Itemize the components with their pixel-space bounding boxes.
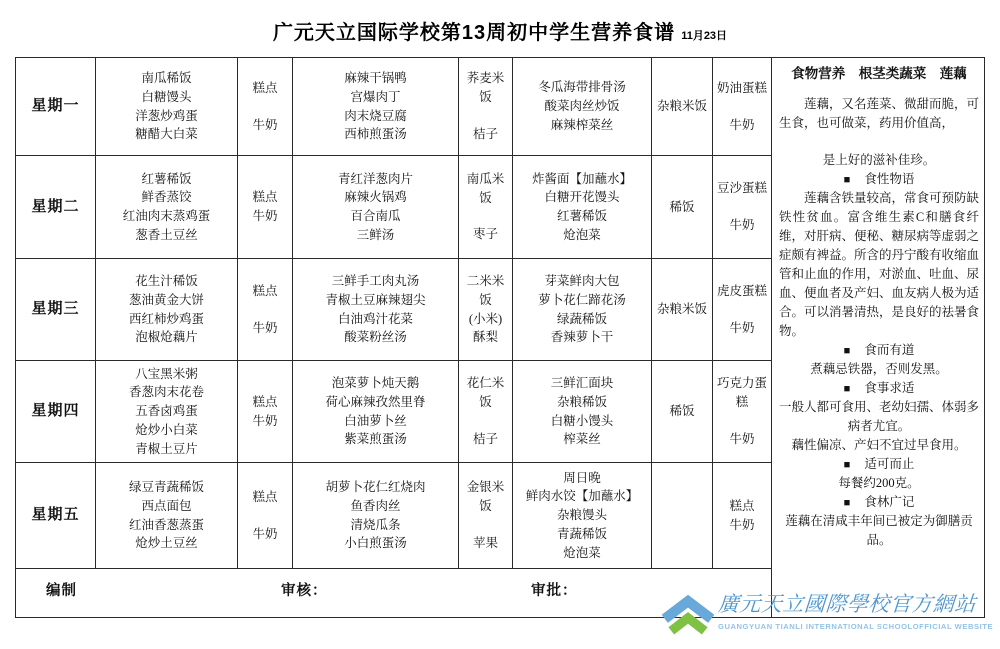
menu-line: 香葱肉末花卷	[128, 385, 204, 400]
menu-line: 洋葱炒鸡蛋	[135, 108, 198, 123]
menu-line: 南瓜米饭	[466, 171, 505, 205]
menu-line: 麻辣火锅鸡	[344, 190, 407, 205]
page-title-text: 广元天立国际学校第13周初中学生营养食谱	[272, 22, 676, 44]
menu-line: 豆沙蛋糕	[716, 181, 767, 196]
menu-line: 红薯稀饭	[556, 209, 607, 223]
panel-paragraph: 煮藕忌铁器，否则发黑。	[810, 361, 948, 376]
menu-line	[462, 107, 509, 125]
reviewed-label: 审核：	[281, 583, 328, 599]
monday-lunch-staple-cell	[459, 58, 513, 156]
menu-line: 稀饭	[669, 404, 695, 419]
menu-line: 西点面包	[141, 498, 192, 513]
bullet-square-icon: ■	[843, 382, 851, 395]
menu-line	[462, 207, 509, 225]
wednesday-lunch-cell	[293, 259, 459, 361]
thursday-morning-snack-cell	[238, 361, 293, 463]
menu-line: 牛奶	[729, 517, 755, 532]
bullet-square-icon: ■	[843, 173, 851, 186]
menu-line: 二米米饭	[466, 274, 505, 307]
menu-line: 糕点	[729, 498, 755, 513]
menu-line: 香辣萝卜干	[550, 330, 614, 345]
menu-line: 酸菜肉丝炒饭	[544, 99, 620, 114]
friday-evening-snack-cell	[713, 463, 772, 569]
thursday-breakfast-cell	[96, 361, 238, 463]
menu-line: 紫菜煎蛋汤	[344, 432, 407, 447]
monday-dinner-cell	[513, 58, 652, 156]
menu-line	[716, 300, 768, 318]
panel-paragraph: 是上好的滋补佳珍。	[822, 152, 936, 167]
menu-line: 糕点	[252, 80, 278, 95]
menu-line: 三鲜汇面块	[550, 376, 614, 390]
bullet-square-icon: ■	[843, 496, 851, 509]
menu-line	[462, 516, 509, 534]
menu-line: 花生汁稀饭	[135, 274, 198, 288]
day-label-friday: 星期五	[16, 463, 96, 569]
menu-line: 酥梨	[472, 330, 498, 345]
menu-line	[241, 300, 289, 318]
panel-paragraph: 藕性偏凉、产妇不宜过早食用。	[791, 437, 967, 452]
menu-line: 炝泡菜	[563, 227, 601, 242]
menu-line: 葱油黄金大饼	[128, 292, 204, 307]
tuesday-dinner-staple-cell	[652, 156, 713, 259]
panel-section-heading: ■ 食而有道	[843, 342, 915, 357]
menu-line: 炝炒土豆丝	[135, 536, 198, 551]
tuesday-morning-snack-cell	[238, 156, 293, 259]
menu-line: 白糖小馒头	[550, 413, 614, 428]
menu-line: 绿蔬稀饭	[556, 311, 607, 326]
day-label-monday: 星期一	[16, 58, 96, 156]
friday-morning-snack-cell	[238, 463, 293, 569]
menu-line: 枣子	[472, 227, 498, 242]
thursday-lunch-cell	[293, 361, 459, 463]
menu-line: 牛奶	[729, 320, 755, 335]
thursday-evening-snack-cell	[713, 361, 772, 463]
wednesday-dinner-staple-cell	[652, 259, 713, 361]
menu-line	[462, 412, 509, 430]
menu-line: 糕点	[252, 190, 278, 205]
approved-label: 审批：	[531, 583, 578, 599]
panel-section-heading: ■ 食性物语	[843, 171, 915, 186]
tuesday-lunch-cell	[293, 156, 459, 259]
menu-line: 西柿煎蛋汤	[344, 127, 407, 142]
panel-section-heading: ■ 食事求适	[843, 380, 915, 395]
menu-line: 鱼香肉丝	[350, 498, 401, 513]
monday-evening-snack-cell	[713, 58, 772, 156]
menu-line: 泡椒炝藕片	[135, 330, 198, 345]
panel-paragraph: 莲藕含铁量较高，常食可预防缺铁性贫血。富含维生素C和膳食纤维，对肝病、便秘、糖尿病等虚弱之症颇有裨益。所含的丹宁酸有收缩血管和止血的作用，对淤血、吐血、尿血、便血者及产妇、血友病人极为适合。可以消暑清热，是良好的祛暑食物。	[779, 190, 980, 338]
menu-line: 西红柿炒鸡蛋	[128, 311, 204, 326]
page-title	[0, 16, 1000, 45]
friday-lunch-staple-cell	[459, 463, 513, 569]
menu-line: 杂粮稀饭	[556, 394, 607, 409]
menu-line: 红油肉末蒸鸡蛋	[122, 209, 211, 223]
menu-line: 小白煎蛋汤	[344, 536, 407, 551]
menu-line: 苹果	[472, 535, 498, 550]
menu-line	[716, 412, 768, 430]
menu-line: 鲜香蒸饺	[141, 190, 192, 205]
menu-line: 糕点	[252, 394, 278, 409]
friday-dinner-staple-cell	[652, 463, 713, 569]
friday-dinner-cell	[513, 463, 652, 569]
menu-line: 榨菜丝	[563, 432, 601, 447]
menu-line: 牛奶	[729, 218, 755, 233]
bullet-square-icon: ■	[843, 344, 851, 357]
menu-line: 杂粮米饭	[656, 302, 707, 317]
panel-section-heading: ■ 食林广记	[843, 494, 915, 509]
menu-line: 桔子	[472, 126, 498, 141]
menu-line	[716, 198, 768, 216]
panel-paragraph: 莲藕在清咸丰年间已被定为御膳贡品。	[785, 513, 973, 547]
watermark-english-text: GUANGYUAN TIANLI INTERNATIONAL SCHOOLOFFICIAL WEBSITE	[718, 622, 994, 631]
thursday-dinner-cell	[513, 361, 652, 463]
panel-body	[779, 95, 979, 550]
menu-line: 八宝黑米粥	[135, 366, 198, 381]
menu-line: 三鲜汤	[356, 227, 395, 242]
menu-line: 冬瓜海带排骨汤	[538, 80, 626, 95]
menu-line: 肉末烧豆腐	[344, 108, 407, 123]
panel-section-heading: ■ 适可而止	[843, 456, 915, 471]
menu-line: 青椒土豆片	[135, 441, 198, 456]
monday-breakfast-cell	[96, 58, 238, 156]
menu-line	[241, 506, 289, 524]
menu-line: 白糖开花馒头	[544, 190, 620, 205]
menu-line: 牛奶	[252, 526, 278, 541]
menu-line: 酸菜粉丝汤	[344, 330, 407, 345]
admin-row	[16, 569, 772, 617]
menu-line: 糖醋大白菜	[135, 127, 198, 142]
menu-line: 麻辣干锅鸭	[344, 71, 407, 85]
menu-line: 糕点	[252, 283, 278, 298]
tuesday-dinner-cell	[513, 156, 652, 259]
menu-line: 白油鸡汁花菜	[337, 311, 413, 326]
monday-lunch-cell	[293, 58, 459, 156]
nutrition-info-panel	[772, 58, 986, 617]
menu-line: 牛奶	[729, 117, 755, 132]
menu-line: 荞麦米饭	[466, 71, 505, 105]
menu-line: 牛奶	[252, 117, 278, 132]
page-title-date: 11月23日	[681, 30, 728, 42]
menu-line: 萝卜花仁蹄花汤	[538, 292, 626, 307]
tuesday-lunch-staple-cell	[459, 156, 513, 259]
menu-table	[15, 57, 985, 618]
menu-line: (小米)	[468, 311, 503, 326]
menu-line: 金银米饭	[466, 480, 505, 514]
monday-morning-snack-cell	[238, 58, 293, 156]
menu-line: 葱香土豆丝	[135, 227, 198, 242]
tuesday-breakfast-cell	[96, 156, 238, 259]
tuesday-evening-snack-cell	[713, 156, 772, 259]
wednesday-dinner-cell	[513, 259, 652, 361]
wednesday-lunch-staple-cell	[459, 259, 513, 361]
menu-line	[716, 97, 768, 115]
menu-line: 泡菜萝卜炖天鹅	[331, 376, 420, 390]
thursday-lunch-staple-cell	[459, 361, 513, 463]
menu-line: 鲜肉水饺【加蘸水】	[525, 489, 639, 504]
menu-line: 南瓜稀饭	[141, 71, 192, 85]
menu-line	[241, 97, 289, 115]
menu-line: 百合南瓜	[350, 209, 401, 223]
menu-line: 荷心麻辣孜然里脊	[325, 394, 426, 409]
menu-line: 青椒土豆麻辣翅尖	[325, 292, 426, 307]
menu-line: 清烧瓜条	[350, 517, 401, 532]
wednesday-evening-snack-cell	[713, 259, 772, 361]
menu-line: 糕点	[252, 489, 278, 504]
menu-line: 三鲜手工肉丸汤	[331, 274, 420, 288]
menu-line: 青红洋葱肉片	[337, 171, 413, 186]
menu-line: 牛奶	[252, 209, 278, 223]
day-label-thursday: 星期四	[16, 361, 96, 463]
prepared-label: 编制	[46, 583, 77, 599]
menu-line: 宫爆肉丁	[350, 89, 401, 104]
friday-lunch-cell	[293, 463, 459, 569]
watermark-chinese-text: 廣元天立國際學校官方網站	[717, 592, 977, 616]
thursday-dinner-staple-cell	[652, 361, 713, 463]
menu-line: 芽菜鲜肉大包	[544, 274, 620, 288]
wednesday-breakfast-cell	[96, 259, 238, 361]
menu-line: 牛奶	[252, 320, 278, 335]
menu-line: 虎皮蛋糕	[716, 283, 767, 298]
menu-line: 牛奶	[252, 413, 278, 428]
menu-line: 杂粮馒头	[556, 508, 607, 523]
menu-line: 青蔬稀饭	[556, 526, 607, 541]
menu-line: 红薯稀饭	[141, 171, 192, 186]
bullet-square-icon: ■	[843, 458, 851, 471]
menu-line: 牛奶	[729, 431, 755, 446]
menu-line: 绿豆青蔬稀饭	[128, 480, 204, 494]
panel-paragraph: 每餐约200克。	[838, 475, 920, 490]
menu-line: 杂粮米饭	[656, 99, 707, 114]
menu-line: 红油香葱蒸蛋	[128, 517, 204, 532]
menu-line: 胡萝卜花仁红烧肉	[325, 480, 426, 494]
menu-line: 白油萝卜丝	[344, 413, 407, 428]
menu-line: 巧克力蛋糕	[716, 376, 767, 410]
wednesday-morning-snack-cell	[238, 259, 293, 361]
day-label-tuesday: 星期二	[16, 156, 96, 259]
menu-line: 花仁米饭	[466, 376, 505, 410]
panel-header: 食物营养 根茎类蔬菜 莲藕	[791, 66, 967, 81]
menu-line: 炝泡菜	[563, 545, 601, 560]
panel-paragraph: 一般人都可食用、老幼妇孺、体弱多病者尤宜。	[779, 399, 980, 433]
monday-dinner-staple-cell	[652, 58, 713, 156]
menu-line: 炝炒小白菜	[135, 422, 198, 437]
friday-breakfast-cell	[96, 463, 238, 569]
menu-line: 五香卤鸡蛋	[135, 404, 198, 419]
menu-line: 稀饭	[669, 199, 695, 214]
day-label-wednesday: 星期三	[16, 259, 96, 361]
menu-line: 炸酱面【加蘸水】	[531, 171, 632, 186]
menu-line: 周日晚	[563, 470, 601, 485]
menu-line: 奶油蛋糕	[716, 80, 767, 95]
panel-paragraph: 莲藕，又名莲菜、微甜而脆，可生食，也可做菜，药用价值高，	[779, 96, 980, 130]
menu-line: 白糖馒头	[141, 89, 192, 104]
menu-line: 桔子	[472, 431, 498, 446]
menu-line: 麻辣榨菜丝	[550, 117, 614, 132]
